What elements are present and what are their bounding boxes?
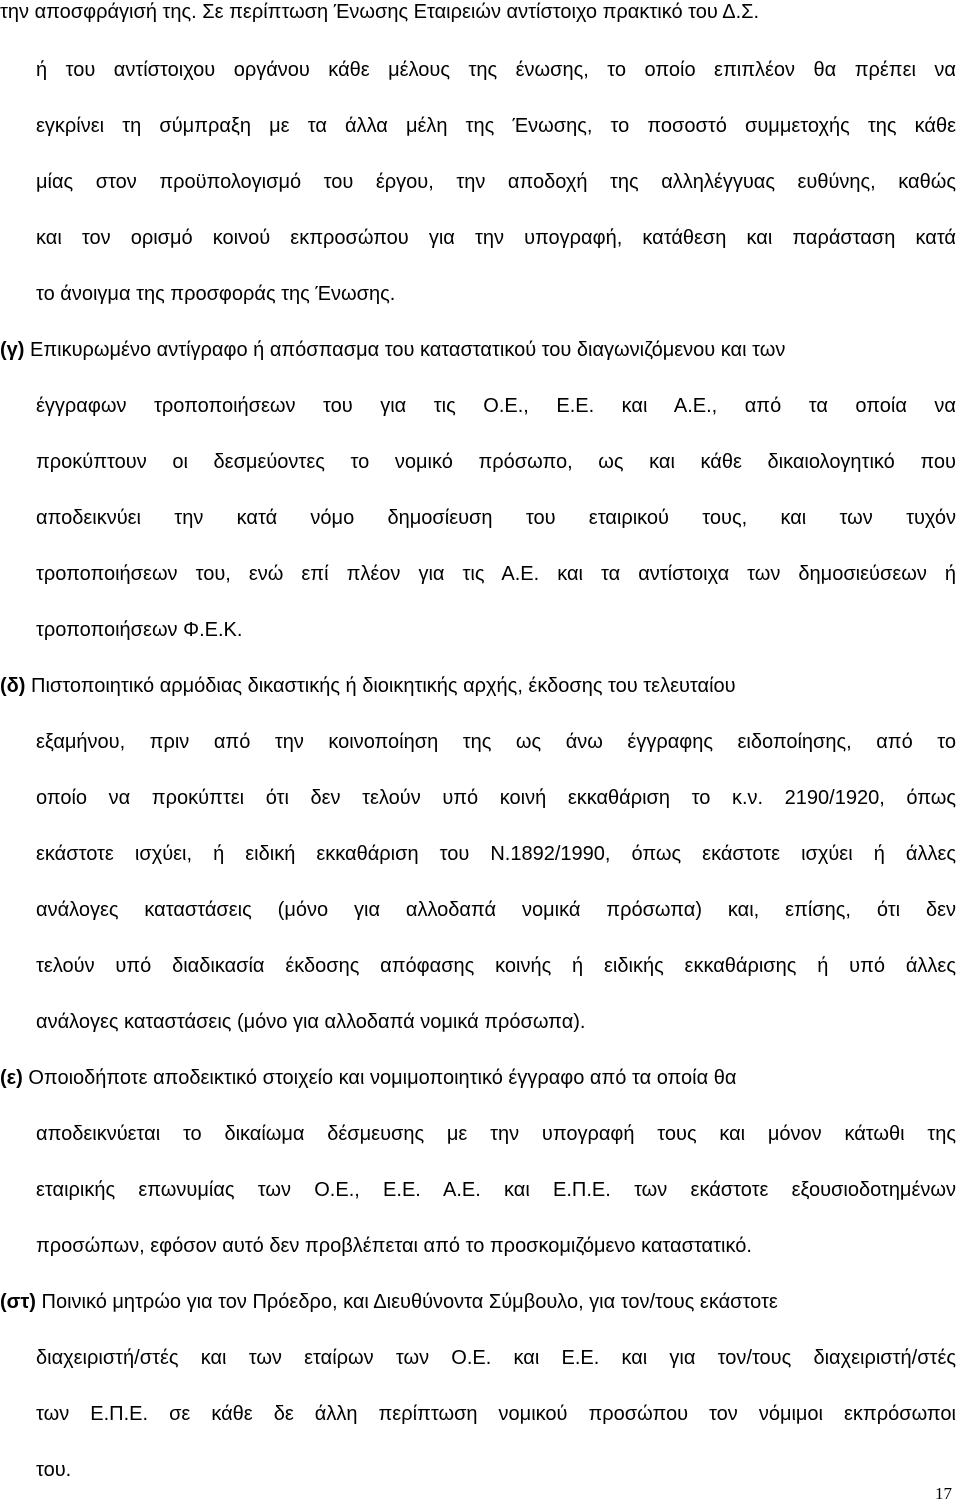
list-marker: (στ) [0,1291,36,1313]
list-marker: (ε) [0,1067,23,1089]
list-item-c-first-line [0,338,956,362]
text-line: εξαμήνου, πριν από την κοινοποίηση της ως άνω έγγραφης ειδοποίησης, από το [36,731,956,753]
list-item-d-first-line [0,674,956,698]
text-line: μίας στον προϋπολογισμό του έργου, την αποδοχή της αλληλέγγυας ευθύνης, καθώς [36,171,956,193]
list-item-f-first-line [0,1290,956,1314]
text-line: των Ε.Π.Ε. σε κάθε δε άλλη περίπτωση νομικού προσώπου τον νόμιμοι εκπρόσωποι [36,1403,956,1425]
text-line: ανάλογες καταστάσεις (μόνο για αλλοδαπά νομικά πρόσωπα) και, επίσης, ότι δεν [36,899,956,921]
text-line: αποδεικνύεται το δικαίωμα δέσμευσης με την υπογραφή τους και μόνον κάτωθι της [36,1123,956,1145]
text-line: εταιρικής επωνυμίας των Ο.Ε., Ε.Ε. Α.Ε. και Ε.Π.Ε. των εκάστοτε εξουσιοδοτημένων [36,1179,956,1201]
list-marker: (γ) [0,339,25,361]
list-marker: (δ) [0,675,26,697]
text-line: την αποσφράγισή της. Σε περίπτωση Ένωσης Εταιρειών αντίστοιχο πρακτικό του Δ.Σ. [0,1,760,23]
list-item-e-first-line [0,1066,956,1090]
text-line: ή του αντίστοιχου οργάνου κάθε μέλους της ένωσης, το οποίο επιπλέον θα πρέπει να [36,59,956,81]
text-line: και τον ορισμό κοινού εκπροσώπου για την υπογραφή, κατάθεση και παράσταση κατά [36,227,956,249]
text-line: εγκρίνει τη σύμπραξη με τα άλλα μέλη της Ένωσης, το ποσοστό συμμετοχής της κάθε [36,115,956,137]
text-line: Επικυρωμένο αντίγραφο ή απόσπασμα του καταστατικού του διαγωνιζόμενου και των [30,339,786,361]
text-line: του. [36,1459,72,1481]
text-line: Πιστοποιητικό αρμόδιας δικαστικής ή διοικητικής αρχής, έκδοσης του τελευταίου [31,675,736,697]
text-line: τελούν υπό διαδικασία έκδοσης απόφασης κοινής ή ειδικής εκκαθάρισης ή υπό άλλες [36,955,956,977]
page-number: 17 [935,1484,952,1503]
text-line: το άνοιγμα της προσφοράς της Ένωσης. [36,283,396,305]
text-line: οποίο να προκύπτει ότι δεν τελούν υπό κοινή εκκαθάριση το κ.ν. 2190/1920, όπως [36,787,956,809]
text-line: τροποποιήσεων του, ενώ επί πλέον για τις Α.Ε. και τα αντίστοιχα των δημοσιεύσεων ή [36,563,956,585]
text-line: διαχειριστή/στές και των εταίρων των Ο.Ε. και Ε.Ε. και για τον/τους διαχειριστή/στές [36,1347,956,1369]
text-line: Ποινικό μητρώο για τον Πρόεδρο, και Διευθύνοντα Σύμβουλο, για τον/τους εκάστοτε [41,1291,778,1313]
text-line: προσώπων, εφόσον αυτό δεν προβλέπεται από το προσκομιζόμενο καταστατικό. [36,1235,752,1257]
text-line: Οποιοδήποτε αποδεικτικό στοιχείο και νομιμοποιητικό έγγραφο από τα οποία θα [28,1067,737,1089]
text-line: έγγραφων τροποποιήσεων του για τις Ο.Ε., Ε.Ε. και Α.Ε., από τα οποία να [36,395,956,417]
text-line: εκάστοτε ισχύει, ή ειδική εκκαθάριση του Ν.1892/1990, όπως εκάστοτε ισχύει ή άλλες [36,843,956,865]
text-line: προκύπτουν οι δεσμεύοντες το νομικό πρόσωπο, ως και κάθε δικαιολογητικό που [36,451,956,473]
text-line: τροποποιήσεων Φ.Ε.Κ. [36,619,243,641]
text-line: ανάλογες καταστάσεις (μόνο για αλλοδαπά νομικά πρόσωπα). [36,1011,586,1033]
text-line: αποδεικνύει την κατά νόμο δημοσίευση του εταιρικού τους, και των τυχόν [36,507,956,529]
